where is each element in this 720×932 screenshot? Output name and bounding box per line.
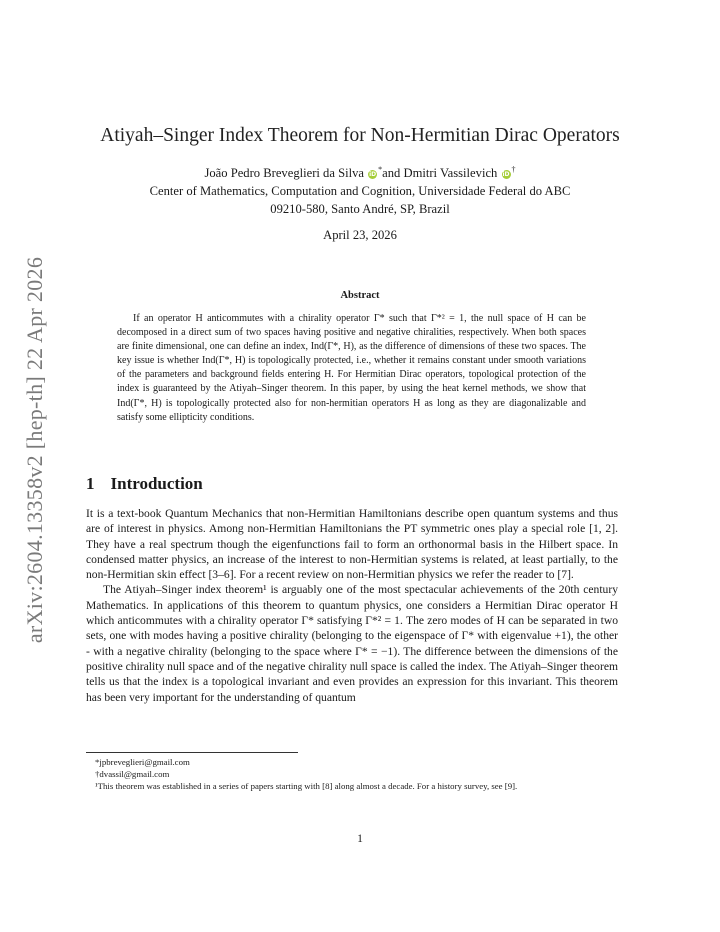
page-number: 1 — [357, 832, 363, 845]
footnotes — [86, 756, 618, 792]
orcid-icon[interactable]: iD — [502, 171, 510, 178]
paper-title: Atiyah–Singer Index Theorem for Non-Hermitian Dirac Operators — [100, 125, 620, 146]
intro-paragraph-2: The Atiyah–Singer index theorem¹ is arguably one of the most spectacular achievements of the 20th century Mathematics. In applications of this theorem to quantum physics, one considers a Hermitian Dirac operator H which anticommutes with a chirality operator Γ* satisfying Γ*² = 1. The zero modes of H can be separated in two sets, one with modes having a positive chirality (belonging to the eigenspace of Γ* with eigenvalue +1), the other - with a negative chirality (belonging to the space where Γ* = −1). The difference between the dimensions of the positive chirality null space and of the negative chirality null space is called the index. The Atiyah–Singer theorem tells us that the index is a topological invariant and even provides an expression for this invariant. This theorem has been very important for the understanding of quantum — [86, 583, 618, 704]
affiliation-line-2: 09210-580, Santo André, SP, Brazil — [270, 202, 450, 216]
arxiv-identifier-stamp: arXiv:2604.13358v2 [hep-th] 22 Apr 2026 — [22, 256, 47, 644]
abstract-text: If an operator H anticommutes with a chirality operator Γ* such that Γ*² = 1, the null space of H can be decomposed in a direct sum of two spaces having positive and negative chiralities, respectively. When both spaces are finite dimensional, one can define an index, Ind(Γ*, H), as the difference of dimensions of these two spaces. The key issue is whether Ind(Γ*, H) is topologically protected, i.e., whether it remains constant under smooth variations of the parameters and background fields entering H. For Hermitian Dirac operators, topological protection of the index is guaranteed by the Atiyah–Singer theorem. In this paper, by using the heat kernel methods, we show that Ind(Γ*, H) is topologically protected also for non-hermitian operators H as long as they are diagonalizable and satisfy some ellipticity conditions. — [117, 313, 586, 423]
section-heading — [86, 474, 203, 494]
author-connector: and — [382, 166, 401, 180]
affiliation-line-1: Center of Mathematics, Computation and Cognition, Universidade Federal do ABC — [149, 184, 571, 198]
author-block — [60, 164, 660, 218]
footnote-history: ¹This theorem was established in a series of papers starting with [8] along almost a decade. For a history survey, see [9]. — [95, 781, 518, 791]
section-title: Introduction — [110, 474, 203, 493]
introduction-body — [86, 506, 618, 705]
author-mark-2: † — [511, 164, 516, 174]
paper-date: April 23, 2026 — [323, 228, 397, 242]
footnote-email-2[interactable]: †dvassil@gmail.com — [95, 769, 170, 779]
author-name-2: Dmitri Vassilevich — [403, 166, 498, 180]
author-line — [60, 164, 660, 182]
footnote-rule — [86, 752, 298, 753]
section-number: 1 — [86, 474, 95, 493]
orcid-icon[interactable]: iD — [369, 171, 377, 178]
author-mark-1: * — [378, 164, 383, 174]
author-name-1: João Pedro Breveglieri da Silva — [204, 166, 364, 180]
footnote-email-1[interactable]: *jpbreveglieri@gmail.com — [95, 757, 190, 767]
intro-paragraph-1: It is a text-book Quantum Mechanics that non-Hermitian Hamiltonians describe open quantum systems and thus are of interest in physics. Among non-Hermitian Hamiltonians the PT symmetric ones play a special role [1, 2]. They have a real spectrum though the eigenfunctions fail to form an orthonormal basis in the Hilbert space. In condensed matter physics, an increase of the interest to non-Hermitian systems is related, at least partially, to the non-Hermitian skin effect [3–6]. For a recent review on non-Hermitian physics we refer the reader to [7]. — [86, 507, 618, 582]
abstract-heading: Abstract — [340, 290, 380, 301]
